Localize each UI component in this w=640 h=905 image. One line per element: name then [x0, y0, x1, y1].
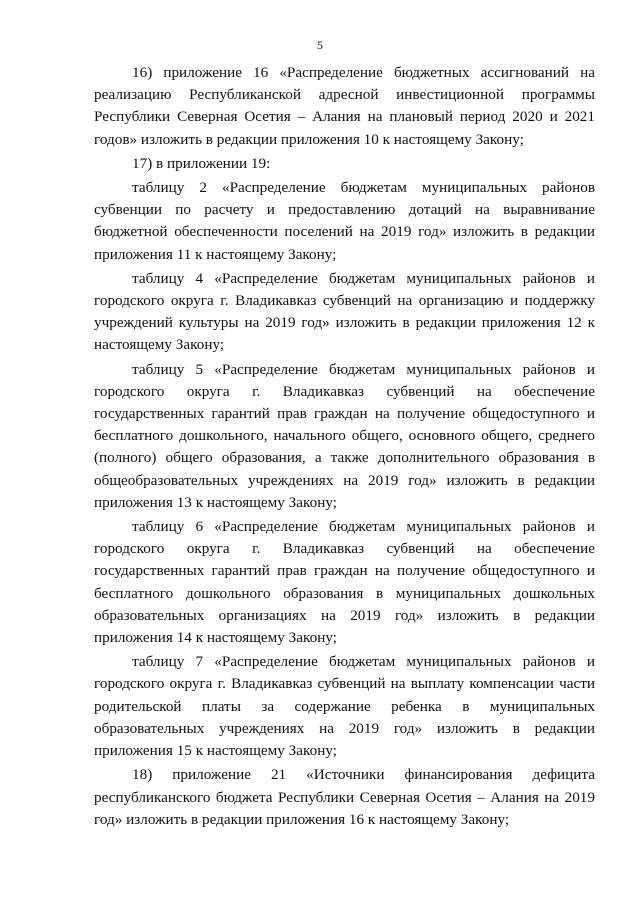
paragraph-table-5: таблицу 5 «Распределение бюджетам муниципальных районов и городского округа г. Владикавказ субвенций на обеспечение государственных гарантий прав граждан на получение общедоступного и бесплатного дошкольного, начального общего, основного общего, среднего (полного) общего образования, а также дополнительного образования в общеобразовательных учреждениях на 2019 год» изложить в редакции приложения 13 к настоящему Закону;: [94, 360, 595, 511]
paragraph-table-7: таблицу 7 «Распределение бюджетам муниципальных районов и городского округа г. Владикавказ субвенций на выплату компенсации части родительской платы за содержание ребенка в муниципальных образовательных учреждениях на 2019 год» изложить в редакции приложения 15 к настоящему Закону;: [94, 653, 595, 760]
page-number: 5: [317, 38, 323, 52]
paragraph-table-2: таблицу 2 «Распределение бюджетам муниципальных районов субвенции по расчету и предоставлению дотаций на выравнивание бюджетной обеспеченности поселений на 2019 год» изложить в редакции приложения 11 к настоящему Закону;: [94, 179, 595, 263]
paragraph-table-6: таблицу 6 «Распределение бюджетам муниципальных районов и городского округа г. Владикавказ субвенций на обеспечение государственных гарантий прав граждан на получение общедоступного и бесплатного дошкольного образования в муниципальных дошкольных образовательных организациях на 2019 год» изложить в редакции приложения 14 к настоящему Закону;: [94, 518, 595, 647]
document-body: [94, 62, 595, 831]
paragraph-table-4: таблицу 4 «Распределение бюджетам муниципальных районов и городского округа г. Владикавказ субвенций на организацию и поддержку учреждений культуры на 2019 год» изложить в редакции приложения 12 к настоящему Закону;: [94, 269, 595, 354]
paragraph-item-16: 16) приложение 16 «Распределение бюджетных ассигнований на реализацию Республиканской адресной инвестиционной программы Республики Северная Осетия – Алания на плановый период 2020 и 2021 годов» изложить в редакции приложения 10 к настоящему Закону;: [94, 64, 595, 148]
paragraph-item-18: 18) приложение 21 «Источники финансирования дефицита республиканского бюджета Республики Северная Осетия – Алания на 2019 год» изложить в редакции приложения 16 к настоящему Закону;: [94, 766, 595, 828]
paragraph-item-17: 17) в приложении 19:: [132, 154, 271, 172]
